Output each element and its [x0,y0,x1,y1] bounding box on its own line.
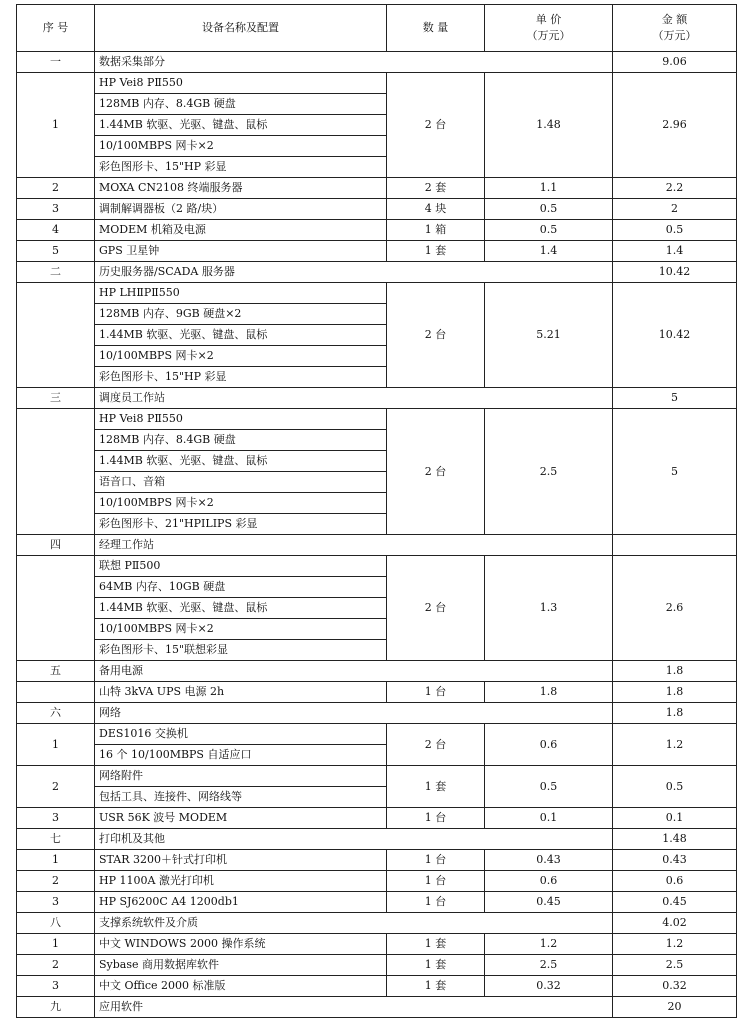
qty-cell: 2 台 [387,409,485,535]
item-name-cell: HP SJ6200C A4 1200db1 [95,892,387,913]
amount-cell: 1.2 [613,724,737,766]
amount-cell: 4.02 [613,913,737,934]
qty-cell: 1 台 [387,871,485,892]
qty-cell: 1 箱 [387,220,485,241]
table-row [17,283,737,304]
amount-cell: 1.8 [613,661,737,682]
seq-cell: 1 [17,724,95,766]
unit-price-cell: 0.45 [485,892,613,913]
seq-cell: 五 [17,661,95,682]
seq-cell: 四 [17,535,95,556]
table-row [17,976,737,997]
seq-cell: 一 [17,52,95,73]
seq-cell: 3 [17,892,95,913]
config-line-cell: 彩色图形卡、15"HP 彩显 [95,367,387,388]
config-line-cell: 128MB 内存、9GB 硬盘×2 [95,304,387,325]
table-row [17,829,737,850]
table-header [17,5,737,52]
config-line-cell: 10/100MBPS 网卡×2 [95,136,387,157]
section-title-cell: 网络 [95,703,613,724]
seq-cell [17,556,95,661]
seq-cell: 七 [17,829,95,850]
item-name-cell: 中文 WINDOWS 2000 操作系统 [95,934,387,955]
table-row [17,682,737,703]
config-line-cell: 16 个 10/100MBPS 自适应口 [95,745,387,766]
unit-price-cell: 0.5 [485,766,613,808]
header-unit-price [485,5,613,52]
amount-cell: 10.42 [613,283,737,388]
header-amount-label: 金 额 [661,13,688,26]
seq-cell: 3 [17,976,95,997]
section-title-cell: 经理工作站 [95,535,613,556]
section-title-cell: 备用电源 [95,661,613,682]
table-row [17,955,737,976]
amount-cell: 2.5 [613,955,737,976]
unit-price-cell: 0.6 [485,871,613,892]
section-title-cell: 历史服务器/SCADA 服务器 [95,262,613,283]
table-row [17,262,737,283]
qty-cell: 1 台 [387,850,485,871]
table-row [17,241,737,262]
table-row [17,220,737,241]
item-name-cell: MODEM 机箱及电源 [95,220,387,241]
amount-cell: 1.4 [613,241,737,262]
unit-price-cell: 0.6 [485,724,613,766]
amount-cell: 1.2 [613,934,737,955]
qty-cell: 1 台 [387,892,485,913]
item-name-cell: Sybase 商用数据库软件 [95,955,387,976]
qty-cell: 1 台 [387,682,485,703]
config-line-cell: 彩色图形卡、15"HP 彩显 [95,157,387,178]
unit-price-cell: 1.2 [485,934,613,955]
amount-cell: 9.06 [613,52,737,73]
unit-price-cell: 2.5 [485,409,613,535]
config-line-cell: 包括工具、连接件、网络线等 [95,787,387,808]
config-line-cell: HP Vei8 PⅡ550 [95,73,387,94]
table-row [17,73,737,94]
config-line-cell: DES1016 交换机 [95,724,387,745]
seq-cell: 1 [17,73,95,178]
section-title-cell: 打印机及其他 [95,829,613,850]
item-name-cell: GPS 卫星钟 [95,241,387,262]
config-line-cell: 64MB 内存、10GB 硬盘 [95,577,387,598]
qty-cell: 1 套 [387,241,485,262]
qty-cell: 1 套 [387,766,485,808]
unit-price-cell: 0.32 [485,976,613,997]
seq-cell: 1 [17,934,95,955]
seq-cell: 六 [17,703,95,724]
amount-cell: 0.5 [613,766,737,808]
config-line-cell: 1.44MB 软驱、光驱、键盘、鼠标 [95,115,387,136]
amount-cell: 0.43 [613,850,737,871]
header-unit-price-unit: （万元） [526,29,571,42]
config-line-cell: 网络附件 [95,766,387,787]
header-amount-unit: （万元） [652,29,697,42]
seq-cell [17,682,95,703]
item-name-cell: 调制解调器板（2 路/块） [95,199,387,220]
unit-price-cell: 0.5 [485,220,613,241]
item-name-cell: USR 56K 波号 MODEM [95,808,387,829]
unit-price-cell: 1.1 [485,178,613,199]
table-row [17,913,737,934]
table-row [17,388,737,409]
config-line-cell: 彩色图形卡、15"联想彩显 [95,640,387,661]
amount-cell: 2.96 [613,73,737,178]
header-seq: 序 号 [17,5,95,52]
config-line-cell: HP Vei8 PⅡ550 [95,409,387,430]
amount-cell: 0.1 [613,808,737,829]
item-name-cell: MOXA CN2108 终端服务器 [95,178,387,199]
unit-price-cell: 0.1 [485,808,613,829]
table-row [17,997,737,1018]
amount-cell: 0.32 [613,976,737,997]
header-amount [613,5,737,52]
unit-price-cell: 1.3 [485,556,613,661]
config-line-cell: 1.44MB 软驱、光驱、键盘、鼠标 [95,451,387,472]
unit-price-cell: 1.4 [485,241,613,262]
table-row [17,178,737,199]
table-row [17,535,737,556]
qty-cell: 4 块 [387,199,485,220]
seq-cell: 2 [17,178,95,199]
amount-cell: 1.48 [613,829,737,850]
qty-cell: 1 套 [387,976,485,997]
table-row [17,850,737,871]
amount-cell: 0.45 [613,892,737,913]
config-line-cell: 联想 PⅡ500 [95,556,387,577]
amount-cell: 1.8 [613,703,737,724]
amount-cell: 2 [613,199,737,220]
unit-price-cell: 0.5 [485,199,613,220]
amount-cell: 2.6 [613,556,737,661]
table-row [17,871,737,892]
config-line-cell: 语音口、音箱 [95,472,387,493]
header-name: 设备名称及配置 [95,5,387,52]
table-row [17,808,737,829]
table-row [17,934,737,955]
amount-cell: 10.42 [613,262,737,283]
section-title-cell: 调度员工作站 [95,388,613,409]
config-line-cell: 10/100MBPS 网卡×2 [95,346,387,367]
table-row [17,661,737,682]
seq-cell: 2 [17,766,95,808]
table-row [17,892,737,913]
seq-cell: 2 [17,871,95,892]
qty-cell: 2 台 [387,283,485,388]
unit-price-cell: 0.43 [485,850,613,871]
table-row [17,766,737,787]
table-body [17,52,737,1018]
table-row [17,409,737,430]
amount-cell: 5 [613,388,737,409]
seq-cell: 5 [17,241,95,262]
amount-cell: 1.8 [613,682,737,703]
header-unit-price-label: 单 价 [535,13,562,26]
item-name-cell: 中文 Office 2000 标准版 [95,976,387,997]
section-title-cell: 数据采集部分 [95,52,613,73]
config-line-cell: 1.44MB 软驱、光驱、键盘、鼠标 [95,598,387,619]
config-line-cell: 128MB 内存、8.4GB 硬盘 [95,94,387,115]
qty-cell: 2 台 [387,724,485,766]
item-name-cell: 山特 3kVA UPS 电源 2h [95,682,387,703]
section-title-cell: 应用软件 [95,997,613,1018]
seq-cell: 1 [17,850,95,871]
qty-cell: 1 套 [387,955,485,976]
seq-cell [17,283,95,388]
amount-cell: 0.5 [613,220,737,241]
qty-cell: 1 套 [387,934,485,955]
seq-cell: 三 [17,388,95,409]
seq-cell [17,409,95,535]
qty-cell: 2 台 [387,73,485,178]
item-name-cell: STAR 3200＋针式打印机 [95,850,387,871]
qty-cell: 1 台 [387,808,485,829]
qty-cell: 2 台 [387,556,485,661]
config-line-cell: 10/100MBPS 网卡×2 [95,619,387,640]
unit-price-cell: 2.5 [485,955,613,976]
amount-cell: 0.6 [613,871,737,892]
amount-cell: 2.2 [613,178,737,199]
seq-cell: 3 [17,199,95,220]
unit-price-cell: 5.21 [485,283,613,388]
seq-cell: 2 [17,955,95,976]
seq-cell: 九 [17,997,95,1018]
amount-cell: 20 [613,997,737,1018]
seq-cell: 3 [17,808,95,829]
seq-cell: 二 [17,262,95,283]
header-qty: 数 量 [387,5,485,52]
config-line-cell: HP LHⅡPⅡ550 [95,283,387,304]
seq-cell: 八 [17,913,95,934]
item-name-cell: HP 1100A 激光打印机 [95,871,387,892]
amount-cell: 5 [613,409,737,535]
table-row [17,556,737,577]
config-line-cell: 128MB 内存、8.4GB 硬盘 [95,430,387,451]
config-line-cell: 彩色图形卡、21"HPILIPS 彩显 [95,514,387,535]
unit-price-cell: 1.8 [485,682,613,703]
section-title-cell: 支撑系统软件及介质 [95,913,613,934]
table-row [17,724,737,745]
config-line-cell: 10/100MBPS 网卡×2 [95,493,387,514]
seq-cell: 4 [17,220,95,241]
table-row [17,52,737,73]
equipment-config-table [16,4,737,1018]
table-row [17,703,737,724]
unit-price-cell: 1.48 [485,73,613,178]
qty-cell: 2 套 [387,178,485,199]
config-line-cell: 1.44MB 软驱、光驱、键盘、鼠标 [95,325,387,346]
amount-cell [613,535,737,556]
table-row [17,199,737,220]
